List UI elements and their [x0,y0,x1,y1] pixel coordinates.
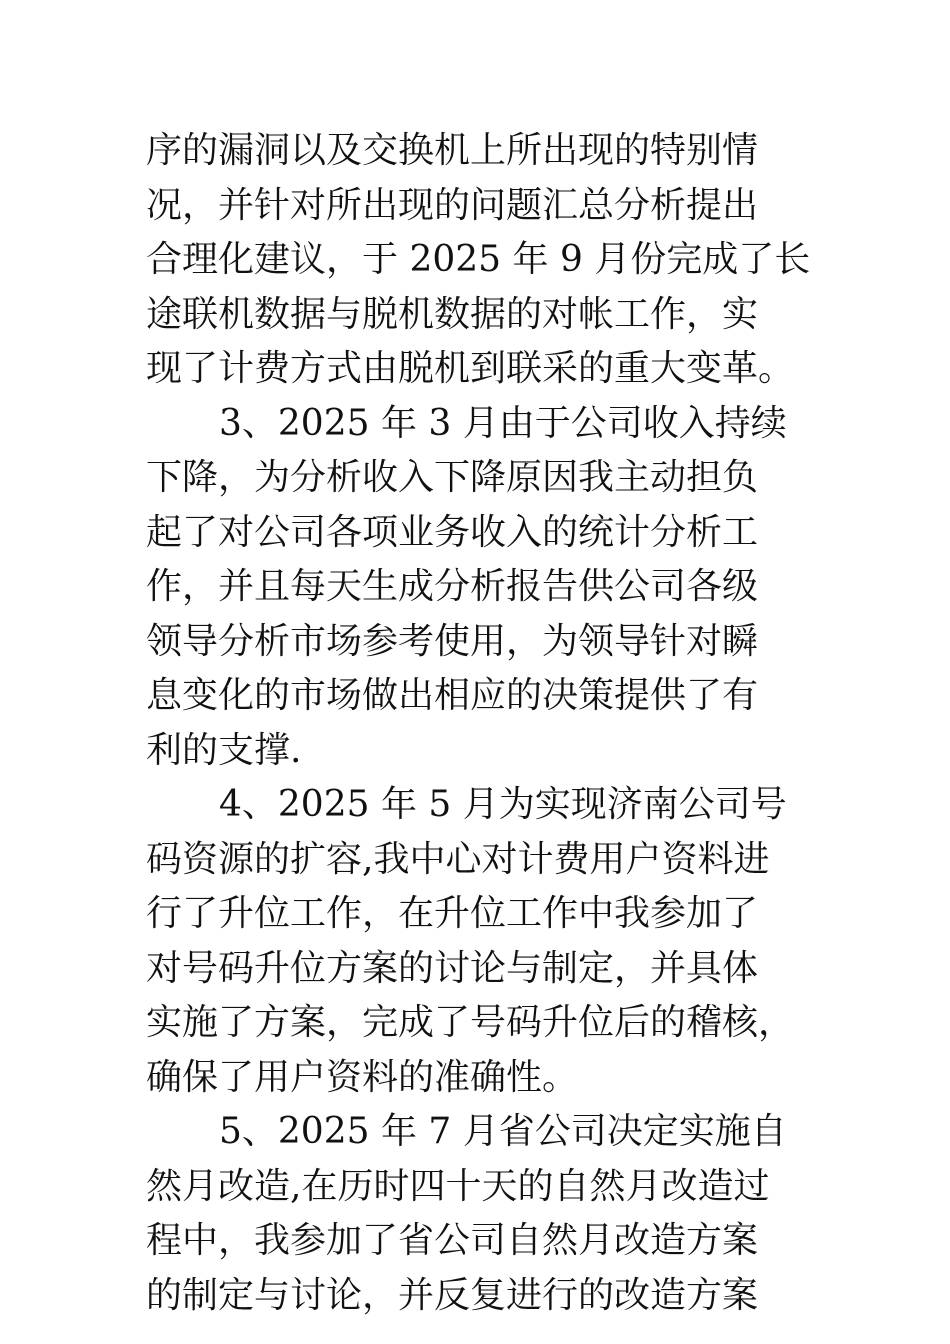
text-line: 3、2025 年 3 月由于公司收入持续 [219,402,787,444]
text-line: 合理化建议，于 2025 年 9 月份完成了长 [146,239,811,280]
text-line: 下降，为分析收入下降原因我主动担负 [146,457,759,498]
text-line: 的制定与讨论，并反复进行的改造方案 [146,1274,759,1316]
text-line: 5、2025 年 7 月省公司决定实施自 [219,1111,787,1152]
text-line: 4、2025 年 5 月为实现济南公司号 [219,784,787,825]
text-line: 况，并针对所出现的问题汇总分析提出 [146,184,759,226]
text-line: 序的漏洞以及交换机上所出现的特别情 [146,130,759,171]
text-line: 利的支撑. [146,729,302,771]
text-line: 对号码升位方案的讨论与制定，并具体 [146,947,759,989]
text-line: 行了升位工作，在升位工作中我参加了 [146,893,759,934]
text-line: 实施了方案，完成了号码升位后的稽核， [146,1002,795,1043]
text-line: 作，并且每天生成分析报告供公司各级 [146,566,759,607]
text-line: 现了计费方式由脱机到联采的重大变革。 [146,348,795,389]
text-line: 确保了用户资料的准确性。 [146,1056,579,1098]
text-line: 息变化的市场做出相应的决策提供了有 [146,675,759,716]
text-line: 然月改造,在历时四十天的自然月改造过 [146,1165,770,1207]
body-text [146,124,836,1323]
text-line: 领导分析市场参考使用，为领导针对瞬 [146,620,759,662]
text-line: 程中，我参加了省公司自然月改造方案 [146,1220,759,1261]
text-line: 途联机数据与脱机数据的对帐工作，实 [146,293,759,335]
text-line: 码资源的扩容,我中心对计费用户资料进 [146,838,770,880]
text-line: 起了对公司各项业务收入的统计分析工 [146,511,759,553]
